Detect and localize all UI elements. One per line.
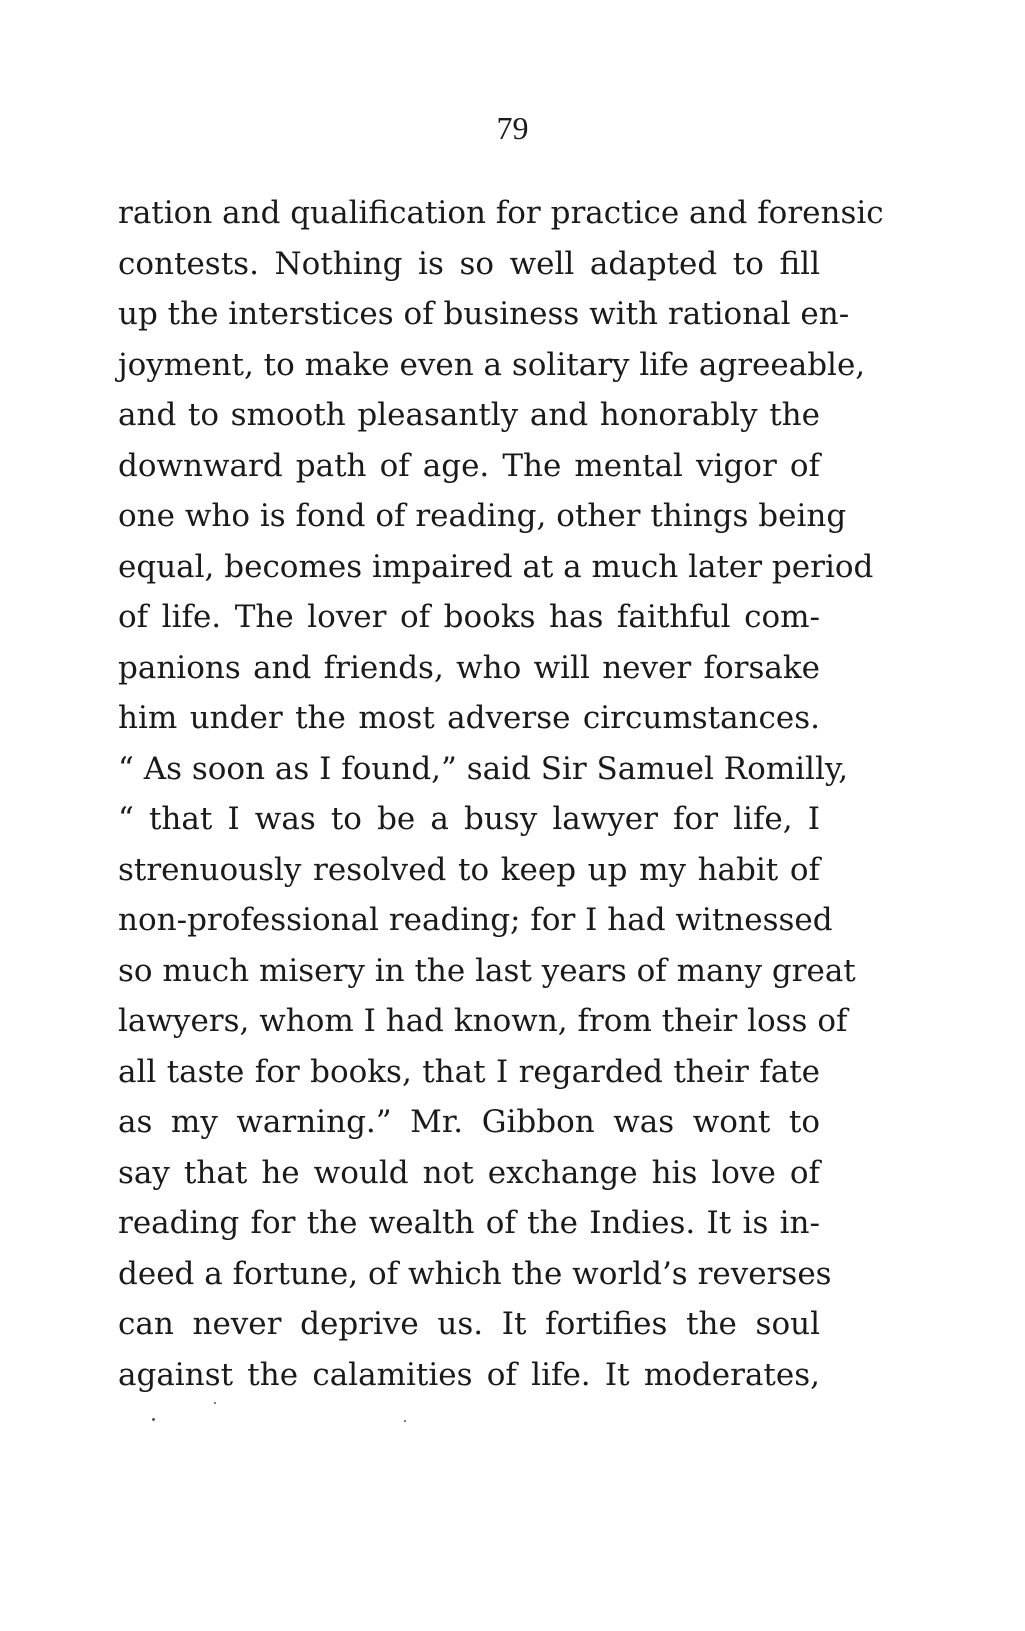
- print-speck: [404, 1420, 406, 1422]
- text-line: joyment, to make even a solitary life agreeable,: [118, 346, 866, 383]
- text-line: of life. The lover of books has faithful com-: [118, 599, 820, 635]
- text-line: ration and qualification for practice and forensic: [118, 195, 884, 231]
- text-line: reading for the wealth of the Indies. It is in-: [118, 1205, 820, 1241]
- text-line: strenuously resolved to keep up my habit of: [118, 851, 820, 888]
- text-line: can never deprive us. It fortifies the soul: [118, 1306, 820, 1342]
- text-line: so much misery in the last years of many great: [118, 952, 856, 989]
- text-line: “ that I was to be a busy lawyer for life, I: [118, 801, 820, 837]
- text-line: up the interstices of business with rational en-: [118, 296, 850, 332]
- text-line: non-professional reading; for I had witnessed: [118, 902, 833, 938]
- text-line: deed a fortune, of which the world’s reverses: [118, 1255, 832, 1292]
- text-line: one who is fond of reading, other things being: [118, 498, 847, 534]
- text-line: and to smooth pleasantly and honorably the: [118, 397, 820, 433]
- print-speck: [152, 1418, 155, 1421]
- body-text: [118, 188, 884, 1400]
- text-line: lawyers, whom I had known, from their loss of: [118, 1003, 848, 1039]
- text-line: panions and friends, who will never forsake: [118, 649, 820, 686]
- text-line: equal, becomes impaired at a much later period: [118, 548, 874, 585]
- text-line: as my warning.” Mr. Gibbon was wont to: [118, 1104, 820, 1140]
- text-line: say that he would not exchange his love of: [118, 1154, 820, 1191]
- text-line: contests. Nothing is so well adapted to fill: [118, 245, 820, 282]
- text-line: downward path of age. The mental vigor of: [118, 447, 820, 484]
- text-line: against the calamities of life. It moderates,: [118, 1356, 820, 1393]
- text-line: all taste for books, that I regarded their fate: [118, 1053, 820, 1090]
- print-speck: [214, 1402, 216, 1404]
- page-number: 79: [496, 110, 529, 146]
- text-line: him under the most adverse circumstances.: [118, 700, 820, 736]
- text-line: “ As soon as I found,” said Sir Samuel Romilly,: [118, 750, 849, 787]
